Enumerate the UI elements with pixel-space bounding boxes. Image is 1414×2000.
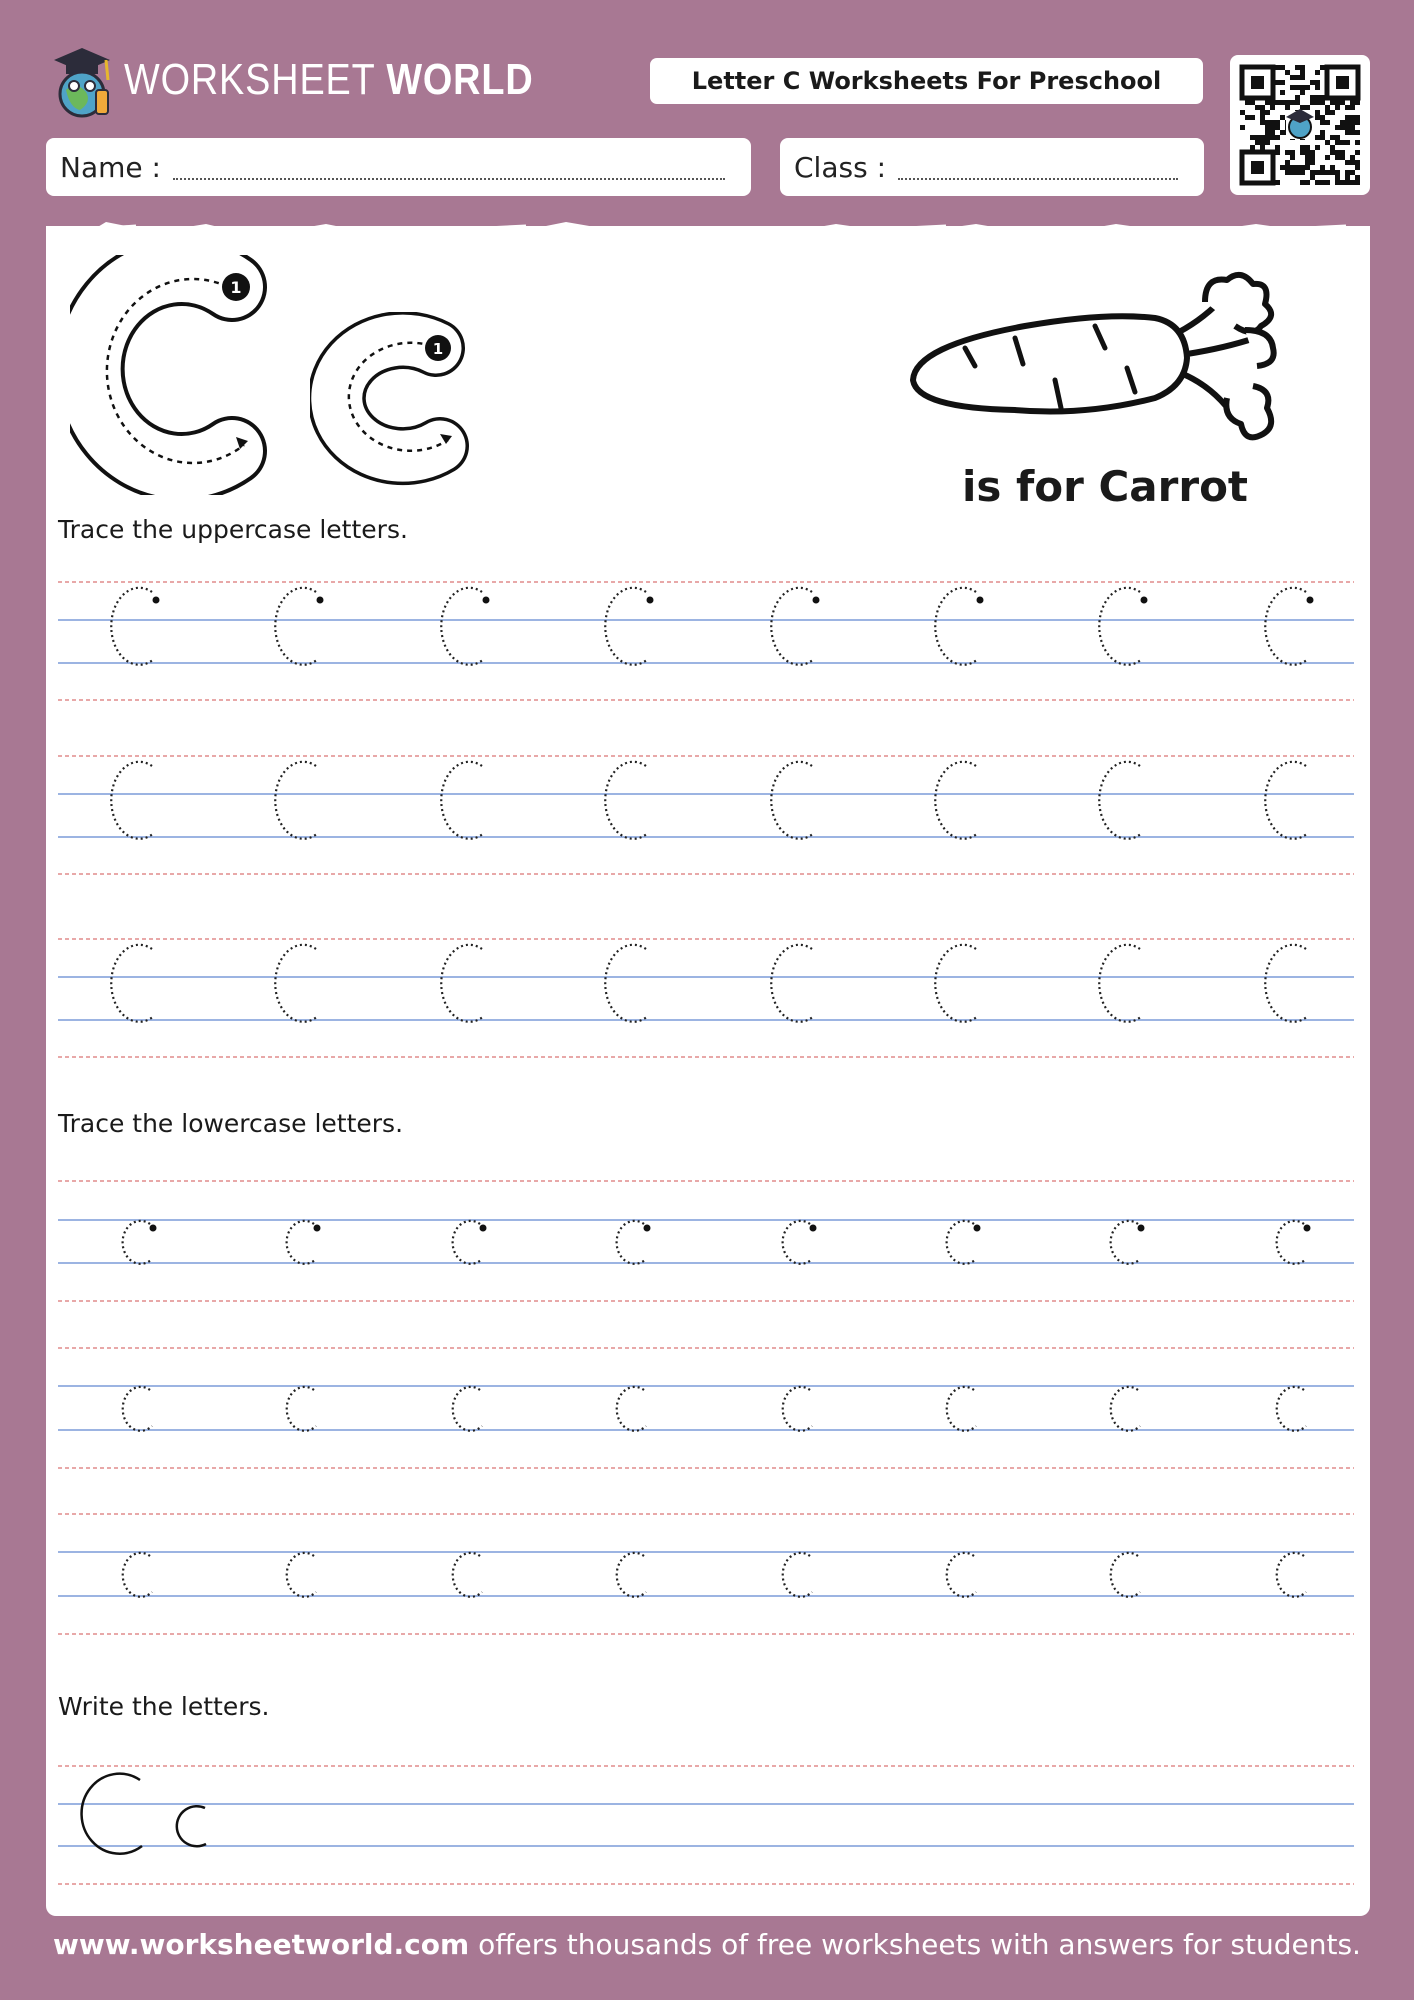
uppercase-instruction: Trace the uppercase letters. xyxy=(58,515,408,544)
traceable-letter-c-upper xyxy=(111,762,154,839)
start-dot xyxy=(314,1225,321,1232)
class-label: Class : xyxy=(794,150,886,184)
start-dot xyxy=(977,597,984,604)
traceable-letter-c-upper xyxy=(771,588,814,665)
traceable-letter-c-upper xyxy=(1099,945,1142,1022)
traceable-letter-c-upper xyxy=(111,588,154,665)
traceable-letter-c-lower xyxy=(947,1221,976,1264)
traceable-letter-c-upper xyxy=(1265,945,1308,1022)
start-dot xyxy=(974,1225,981,1232)
traceable-letter-c-lower xyxy=(123,1553,152,1597)
traceable-letter-c-lower xyxy=(1277,1221,1306,1264)
worksheet-title: Letter C Worksheets For Preschool xyxy=(650,58,1203,104)
traceable-letter-c-upper xyxy=(441,588,484,665)
start-dot xyxy=(647,597,654,604)
traceable-letter-c-lower xyxy=(947,1553,976,1597)
traceable-letter-c-upper xyxy=(771,762,814,839)
traceable-letter-c-upper xyxy=(935,945,978,1022)
name-label: Name : xyxy=(60,150,161,184)
traceable-letter-c-lower xyxy=(453,1221,482,1264)
start-dot xyxy=(1141,597,1148,604)
start-dot xyxy=(153,597,160,604)
traceable-letter-c-lower xyxy=(287,1221,316,1264)
traceable-letter-c-upper xyxy=(605,762,648,839)
traceable-letter-c-lower xyxy=(1111,1387,1140,1431)
lowercase-instruction: Trace the lowercase letters. xyxy=(58,1109,404,1138)
traceable-letter-c-lower xyxy=(1277,1553,1306,1597)
traceable-letter-c-lower xyxy=(1111,1221,1140,1264)
start-dot xyxy=(644,1225,651,1232)
svg-text:1: 1 xyxy=(230,278,242,297)
traceable-letter-c-upper xyxy=(935,588,978,665)
start-dot xyxy=(480,1225,487,1232)
traceable-letter-c-upper xyxy=(1265,588,1308,665)
traceable-letter-c-lower xyxy=(123,1221,152,1264)
svg-text:1: 1 xyxy=(432,340,444,358)
footer-site: www.worksheetworld.com xyxy=(53,1928,470,1961)
traceable-letter-c-upper xyxy=(441,762,484,839)
traceable-letter-c-lower xyxy=(617,1387,646,1431)
traceable-letter-c-upper xyxy=(441,945,484,1022)
start-dot xyxy=(483,597,490,604)
start-dot xyxy=(1304,1225,1311,1232)
traceable-letter-c-lower xyxy=(617,1221,646,1264)
footer-text: offers thousands of free worksheets with answers for students. xyxy=(469,1928,1361,1961)
traceable-letter-c-upper xyxy=(275,945,318,1022)
traceable-letter-c-upper xyxy=(605,588,648,665)
traceable-letter-c-lower xyxy=(453,1553,482,1597)
traceable-letter-c-lower xyxy=(123,1387,152,1431)
start-dot xyxy=(150,1225,157,1232)
traceable-letter-c-lower xyxy=(783,1221,812,1264)
write-instruction: Write the letters. xyxy=(58,1692,270,1721)
traceable-letter-c-lower xyxy=(287,1387,316,1431)
traceable-letter-c-lower xyxy=(783,1387,812,1431)
traceable-letter-c-upper xyxy=(935,762,978,839)
sample-letter-c-upper xyxy=(82,1774,142,1854)
traceable-letter-c-upper xyxy=(605,945,648,1022)
traceable-letter-c-upper xyxy=(1099,588,1142,665)
traceable-letter-c-upper xyxy=(1265,762,1308,839)
traceable-letter-c-lower xyxy=(1111,1553,1140,1597)
start-dot xyxy=(1138,1225,1145,1232)
traceable-letter-c-lower xyxy=(783,1553,812,1597)
traceable-letter-c-lower xyxy=(947,1387,976,1431)
traceable-letter-c-lower xyxy=(453,1387,482,1431)
start-dot xyxy=(317,597,324,604)
start-dot xyxy=(1307,597,1314,604)
start-dot xyxy=(813,597,820,604)
start-dot xyxy=(810,1225,817,1232)
brand-name-bold: WORLD xyxy=(386,55,534,104)
sample-letter-c-lower xyxy=(177,1806,206,1846)
traceable-letter-c-lower xyxy=(617,1553,646,1597)
traceable-letter-c-upper xyxy=(111,945,154,1022)
traceable-letter-c-upper xyxy=(275,762,318,839)
traceable-letter-c-lower xyxy=(1277,1387,1306,1431)
traceable-letter-c-upper xyxy=(275,588,318,665)
traceable-letter-c-upper xyxy=(771,945,814,1022)
traceable-letter-c-upper xyxy=(1099,762,1142,839)
carrot-caption: is for Carrot xyxy=(962,462,1249,511)
traceable-letter-c-lower xyxy=(287,1553,316,1597)
brand-name-light: WORKSHEET xyxy=(124,55,387,104)
footer-note xyxy=(0,1928,1414,1961)
